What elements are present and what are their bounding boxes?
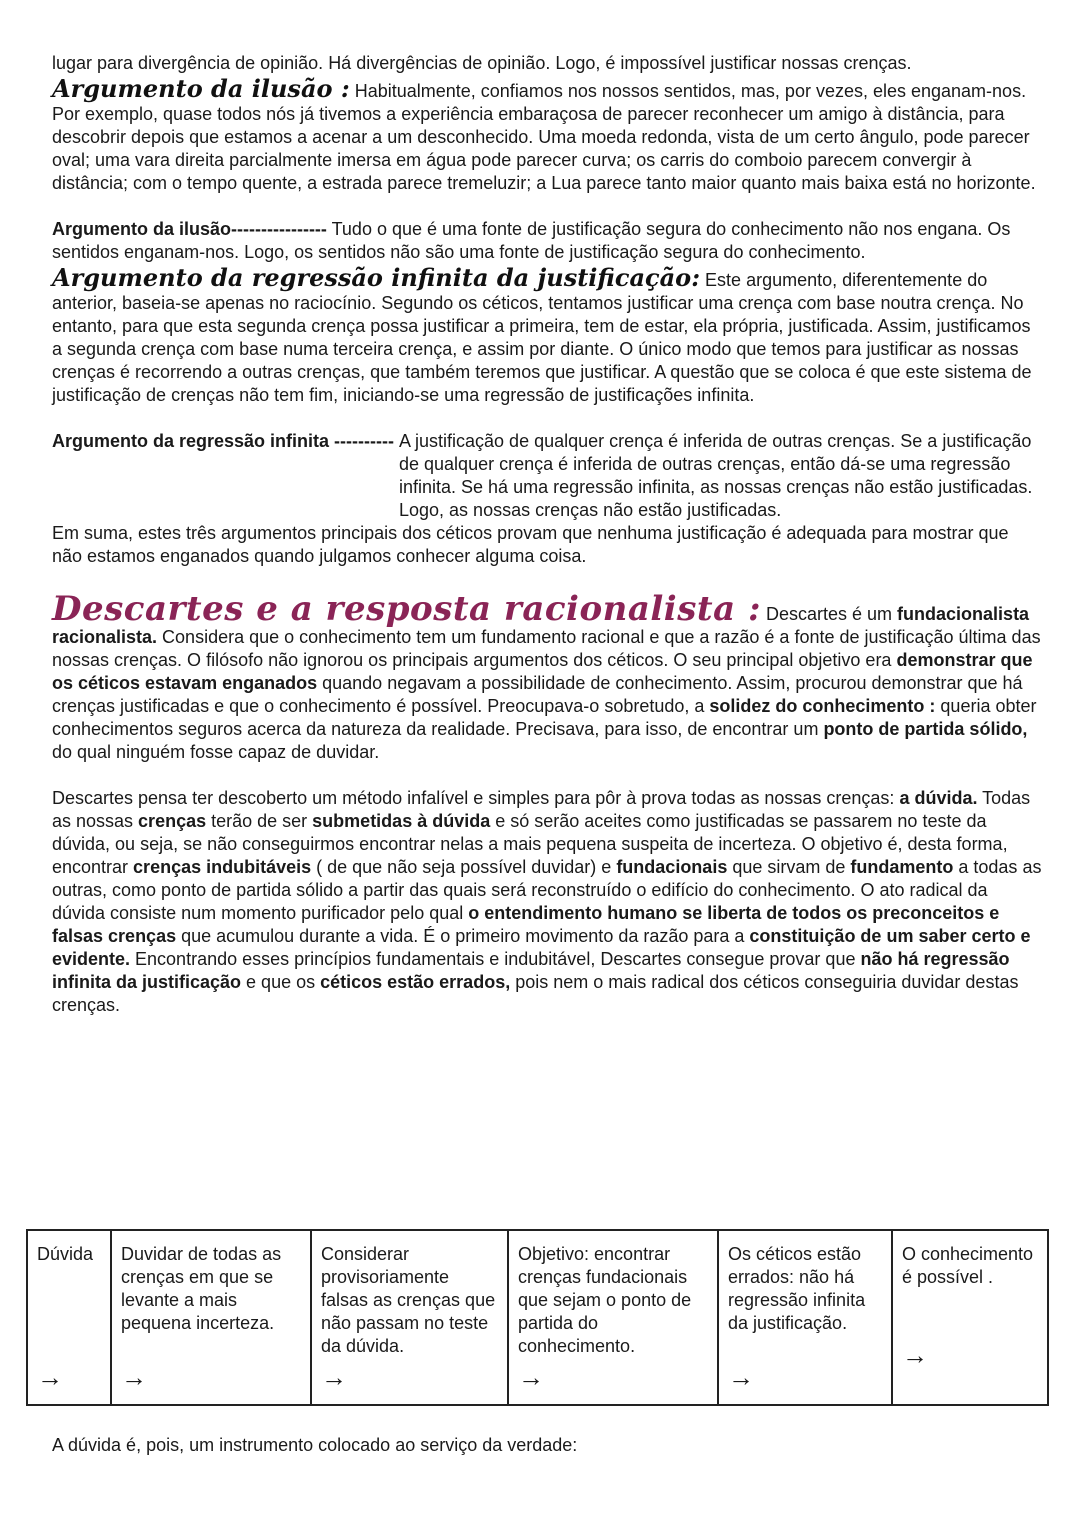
flow-cell-provisional-false: Considerar provisoriamente falsas as crenças que não passam no teste da dúvida. →: [311, 1230, 508, 1405]
flow-cell-skeptics-wrong: Os céticos estão errados: não há regressão infinita da justificação. →: [718, 1230, 892, 1405]
flow-cell-objective: Objetivo: encontrar crenças fundacionais que sejam o ponto de partida do conhecimento. →: [508, 1230, 718, 1405]
flow-cell-doubt: Dúvida →: [27, 1230, 111, 1405]
heading-descartes: Descartes e a resposta racionalista :: [52, 589, 761, 629]
illusion-summary: [52, 218, 1042, 264]
regress-summary-text: A justificação de qualquer crença é inferida de outras crenças. Se a justificação de qualquer crença é inferida de outras crenças, então dá-se uma regressão infinita. Se há uma regressão infinita, as nossas crenças não estão justificadas. Logo, as nossas crenças não estão justificadas.: [399, 431, 1033, 520]
paragraph-method-doubt: Descartes pensa ter descoberto um método infalível e simples para pôr à prova todas as nossas crenças: a dúvida. Todas as nossas crenças terão de ser submetidas à dúvida e só serão aceites como justificadas se passarem no teste da dúvida, ou seja, se não conseguirmos encontrar nelas a mais pequena suspeita de incerteza. O objetivo é, desta forma, encontrar crenças indubitáveis ( de que não seja possível duvidar) e fundacionais que sirvam de fundamento a todas as outras, como ponto de partida sólido a partir das quais será reconstruído o edifício do conhecimento. O ato radical da dúvida consiste num momento purificador pelo qual o entendimento humano se liberta de todos os preconceitos e falsas crenças que acumulou durante a vida. É o primeiro movimento da razão para a constituição de um saber certo e evidente. Encontrando esses princípios fundamentais e indubitável, Descartes consegue provar que não há regressão infinita da justificação e que os céticos estão errados, pois nem o mais radical dos céticos conseguiria duvidar destas crenças.: [52, 788, 1042, 1015]
paragraph-illusion: [52, 74, 1042, 195]
arrow-right-icon: →: [321, 1362, 347, 1392]
illusion-summary-text: Tudo o que é uma fonte de justificação segura do conhecimento não nos engana. Os sentidos enganam-nos. Logo, os sentidos não são uma fonte de justificação segura do conhecimento.: [52, 219, 1011, 262]
paragraph-descartes: Descartes e a resposta racionalista : Descartes é um fundacionalista racionalista. Considera que o conhecimento tem um fundamento racional e que a razão é a fonte de justificação última das nossas crenças. O filósofo não ignorou os principais argumentos dos céticos. O seu principal objetivo era demonstrar que os céticos estavam enganados quando negavam a possibilidade de conhecimento. Assim, procurou demonstrar que há crenças justificadas e que o conhecimento é possível. Preocupava-o sobretudo, a solidez do conhecimento : queria obter conhecimentos seguros acerca da natureza da realidade. Precisava, para isso, de encontrar um ponto de partida sólido, do qual ninguém fosse capaz de duvidar.: [52, 589, 1041, 762]
paragraph-conclusion: Em suma, estes três argumentos principais dos céticos provam que nenhuma justificação é adequada para mostrar que não estamos enganados quando julgamos conhecer alguma coisa.: [52, 523, 1009, 566]
illusion-summary-label: Argumento da ilusão----------------: [52, 219, 327, 239]
arrow-right-icon: →: [728, 1362, 754, 1392]
flow-cell-doubt-all: Duvidar de todas as crenças em que se levante a mais pequena incerteza. →: [111, 1230, 311, 1405]
arrow-right-icon: →: [518, 1362, 544, 1392]
regress-summary-label: Argumento da regressão infinita ----------: [52, 431, 399, 451]
flow-row: [27, 1230, 1048, 1405]
paragraph-closing: A dúvida é, pois, um instrumento colocado ao serviço da verdade:: [52, 1435, 578, 1455]
arrow-right-icon: →: [902, 1340, 928, 1370]
illusion-text: Habitualmente, confiamos nos nossos sentidos, mas, por vezes, eles enganam-nos. Por exemplo, quase todos nós já tivemos a experiência embaraçosa de parecer reconhecer um amigo à distância, para descobrir depois que estamos a acenar a um desconhecido. Uma moeda redonda, vista de um certo ângulo, pode parecer oval; uma vara direita parcialmente imersa em água pode parecer curva; os carris do comboio parecem convergir à distância; com o tempo quente, a estrada parece tremeluzir; a Lua parece tanto maior quanto mais baixa está no horizonte.: [52, 81, 1036, 193]
regress-text: Este argumento, diferentemente do anterior, baseia-se apenas no raciocínio. Segundo os céticos, tentamos justificar uma crença com base noutra crença. No entanto, para que esta segunda crença possa justificar a primeira, tem de estar, ela própria, justificada. Assim, justificamos a segunda crença com base numa terceira crença, e assim por diante. O único modo que temos para justificar as nossas crenças é recorrendo a outras crenças, que também teremos que justificar. A questão que se coloca é que este sistema de justificação de crenças não tem fim, iniciando-se uma regressão de justificações infinita.: [52, 270, 1032, 405]
flow-cell-knowledge-possible: O conhecimento é possível . →: [892, 1230, 1048, 1405]
heading-regress-argument: Argumento da regressão infinita da justificação:: [52, 263, 701, 292]
document-body: [52, 52, 1042, 1017]
paragraph-divergence: lugar para divergência de opinião. Há divergências de opinião. Logo, é impossível justificar nossas crenças.: [52, 53, 912, 73]
paragraph-regress: [52, 263, 1042, 407]
heading-illusion-argument: Argumento da ilusão :: [52, 74, 350, 103]
arrow-right-icon: →: [37, 1362, 63, 1392]
regress-summary: [52, 430, 1042, 522]
arrow-right-icon: →: [121, 1362, 147, 1392]
doubt-flow-table: [26, 1229, 1049, 1406]
